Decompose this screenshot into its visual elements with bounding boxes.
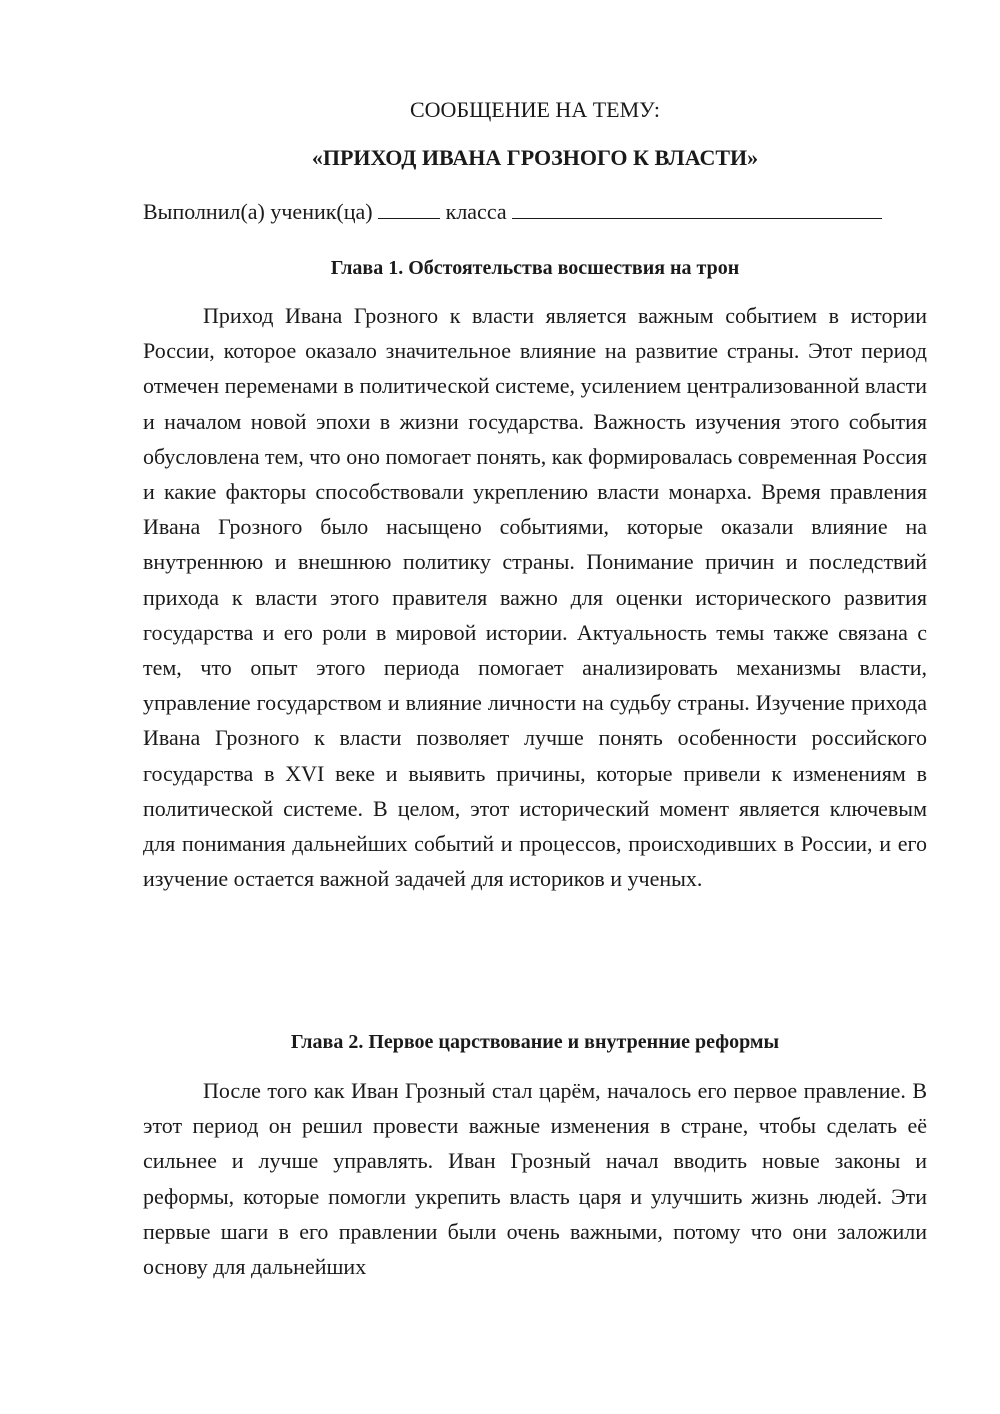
chapter-2-paragraph: После того как Иван Грозный стал царём, началось его первое правление. В этот период он решил провести важные изменения в стране, чтобы сделать её сильнее и лучше управлять. Иван Грозный начал вводить новые законы и реформы, которые помогли укрепить власть царя и улучшить жизнь людей. Эти первые шаги в его правлении были очень важными, потому что они заложили основу для дальнейших: [143, 1078, 927, 1280]
author-line: [143, 194, 927, 230]
document-title-line-2: «ПРИХОД ИВАНА ГРОЗНОГО К ВЛАСТИ»: [311, 145, 759, 170]
grade-blank: [378, 194, 440, 219]
author-prefix: Выполнил(а) ученик(ца): [143, 199, 373, 224]
name-blank: [512, 194, 882, 219]
chapter-1-paragraph: Приход Ивана Грозного к власти является важным событием в истории России, которое оказало значительное влияние на развитие страны. Этот период отмечен переменами в политической системе, усилением централизованной власти и началом новой эпохи в жизни государства. Важность изучения этого события обусловлена тем, что оно помогает понять, как формировалась современная Россия и какие факторы способствовали укреплению власти монарха. Время правления Ивана Грозного было насыщено событиями, которые оказали влияние на внутреннюю и внешнюю политику страны. Понимание причин и последствий прихода к власти этого правителя важно для оценки исторического развития государства и его роли в мировой истории. Актуальность темы также связана с тем, что опыт этого периода помогает анализировать механизмы власти, управление государством и влияние личности на судьбу страны. Изучение прихода Ивана Грозного к власти позволяет лучше понять особенности российского государства в XVI веке и выявить причины, которые привели к изменениям в политической системе. В целом, этот исторический момент является ключевым для понимания дальнейших событий и процессов, происходивших в России, и его изучение остается важной задачей для историков и ученых.: [143, 303, 927, 892]
chapter-1-heading: Глава 1. Обстоятельства восшествия на трон: [330, 257, 740, 279]
chapter-2-heading: Глава 2. Первое царствование и внутренние реформы: [290, 1031, 780, 1053]
document-title-line-1: СООБЩЕНИЕ НА ТЕМУ:: [410, 97, 660, 122]
author-middle: класса: [445, 199, 507, 224]
